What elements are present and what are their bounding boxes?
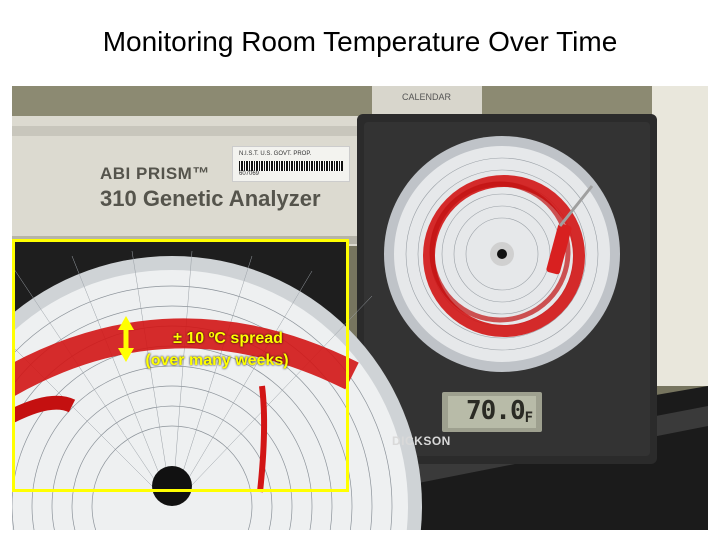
asset-tag-number: 607069 <box>239 171 260 177</box>
slide-title: Monitoring Room Temperature Over Time <box>102 26 618 57</box>
temperature-unit: F <box>524 410 533 426</box>
temperature-display <box>466 396 536 430</box>
recorder-photo <box>12 86 708 530</box>
spread-annotation <box>145 328 308 372</box>
barcode-icon <box>239 161 343 171</box>
asset-tag <box>232 146 350 182</box>
abi-label-line1: ABI PRISM™ <box>100 164 210 183</box>
asset-tag-text: N.I.S.T. U.S. GOVT. PROP. <box>239 151 312 157</box>
calendar-label: CALENDAR <box>402 92 452 102</box>
spread-line2: (over many weeks) <box>145 352 289 369</box>
abi-label-line2: 310 Genetic Analyzer <box>100 186 321 211</box>
spread-line1: ± 10 ºC spread <box>173 330 283 347</box>
recorder-brand: DICKSON <box>392 434 451 448</box>
photo-scene <box>12 86 708 530</box>
temperature-value: 70.0 <box>466 396 525 426</box>
